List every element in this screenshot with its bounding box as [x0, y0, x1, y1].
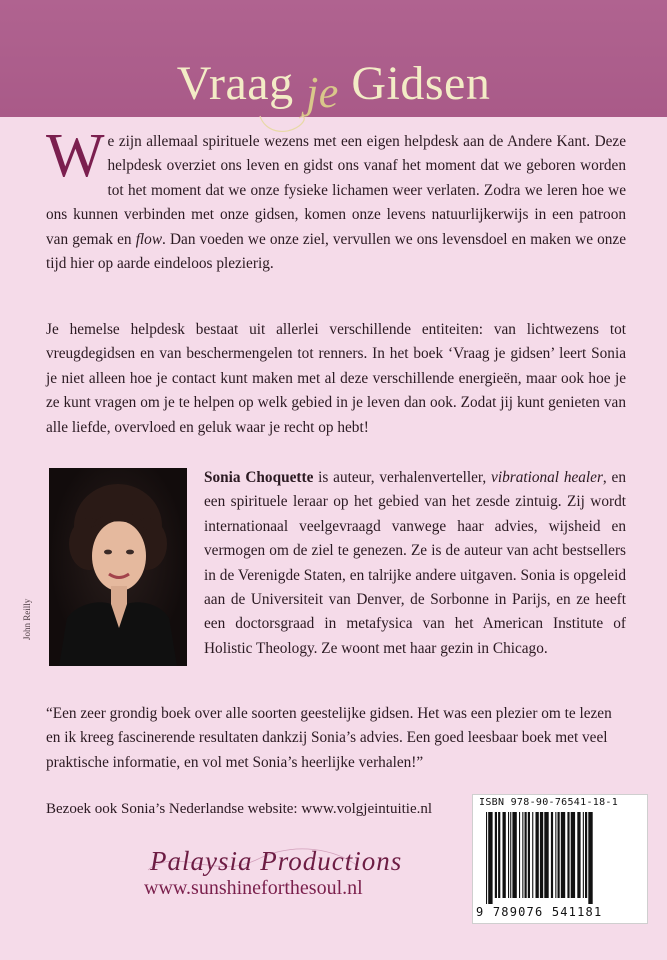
- barcode-bar: [512, 812, 516, 898]
- barcode-bar: [519, 812, 520, 898]
- helpdesk-paragraph: Je hemelse helpdesk bestaat uit allerlei verschillende entiteiten: van lichtwezens tot vreugdegidsen en van beschermengelen tot renners. In het boek ‘Vraag je gidsen’ leert Sonia je niet alleen hoe je contact kunt maken met al deze verschillende energieën, maar ook hoe je ze kunt vragen om je te helpen op welk gebied in je leven dan ook. Zodat jij kunt genieten van alle liefde, overvloed en geluk waar je recht op hebt!: [46, 321, 626, 436]
- drop-cap: W: [46, 122, 105, 190]
- publisher-website: www.sunshineforthesoul.nl: [144, 877, 363, 899]
- intro-paragraph: [46, 122, 626, 276]
- barcode-number: 9 789076 541181: [476, 905, 603, 919]
- title-part-vraag: Vraag: [176, 57, 294, 110]
- barcode-bar: [508, 812, 509, 898]
- barcode-bar: [536, 812, 539, 898]
- barcode-bar: [532, 812, 533, 898]
- barcode-bar: [522, 812, 523, 898]
- barcode-bar: [510, 812, 511, 898]
- barcode-bar: [577, 812, 580, 898]
- publisher-name: Palaysia Productions: [150, 846, 403, 876]
- title-part-gidsen: Gidsen: [351, 57, 491, 110]
- barcode-bar: [551, 812, 553, 898]
- barcode-bar: [588, 812, 592, 904]
- intro-text-end: . Dan voeden we onze ziel, vervullen we ons levensdoel en maken we onze tijd hier op aarde eindeloos plezierig.: [46, 230, 626, 273]
- barcode-bar: [544, 812, 548, 898]
- review-quote: “Een zeer grondig boek over alle soorten geestelijke gidsen. Het was een plezier om te lezen en ik kreeg fascinerende resultaten dankzij Sonia’s advies. Een goed leesbaar boek met veel praktische informatie, en vol met Sonia’s heerlijke verhalen!”: [46, 705, 612, 771]
- bio-text-1: is auteur, verhalenverteller,: [313, 469, 492, 486]
- barcode-bar: [495, 812, 497, 898]
- book-title: [0, 56, 667, 117]
- barcode-bar: [486, 812, 487, 904]
- barcode-bar: [503, 812, 506, 898]
- barcode-bar: [561, 812, 565, 898]
- barcode-bar: [528, 812, 530, 898]
- barcode-bar: [488, 812, 492, 904]
- intro-text: e zijn allemaal spirituele wezens met een eigen helpdesk aan de Andere Kant. Deze helpdesk overziet ons leven en gidst ons vanaf het moment dat we geboren worden tot het moment dat we onze fysieke lichamen weer verlaten. Zodra we leren hoe we ons kunnen verbinden met onze gidsen, komen onze levens natuurlijkerwijs in een patroon van gemak en: [46, 133, 626, 248]
- barcode-bar: [583, 812, 584, 898]
- intro-flow-word: flow: [135, 230, 163, 248]
- bio-italic: vibrational healer: [491, 469, 603, 486]
- barcode-bar: [525, 812, 527, 898]
- photo-credit: John Reilly: [22, 598, 32, 640]
- barcode-bar: [555, 812, 556, 898]
- author-bio: [204, 466, 626, 661]
- barcode-bar: [571, 812, 575, 898]
- barcode-bars: [484, 812, 640, 904]
- isbn-label: ISBN 978-90-76541-18-1: [479, 797, 619, 808]
- author-photo: [49, 468, 187, 666]
- barcode-bar: [558, 812, 560, 898]
- barcode-bar: [585, 812, 587, 898]
- bio-text-2: , en een spirituele leraar op het gebied van het zesde zintuig. Zij wordt internationaal veelgevraagd vanwege haar advies, wijsheid en vermogen om de ziel te genezen. Ze is de auteur van acht bestsellers in de Verenigde Staten, en talrijke andere uitgaven. Sonia is opgeleid aan de Universiteit van Denver, de Sorbonne in Parijs, en ze heeft een doctorsgraad in metafysica van het American Institute of Holistic Theology. Ze woont met haar gezin in Chicago.: [204, 469, 626, 657]
- barcode-bar: [540, 812, 543, 898]
- title-part-je: je: [306, 68, 339, 117]
- website-note: Bezoek ook Sonia’s Nederlandse website: www.volgjeintuitie.nl: [46, 801, 433, 817]
- barcode-bar: [498, 812, 500, 898]
- author-name: Sonia Choquette: [204, 469, 314, 486]
- barcode-bar: [567, 812, 569, 898]
